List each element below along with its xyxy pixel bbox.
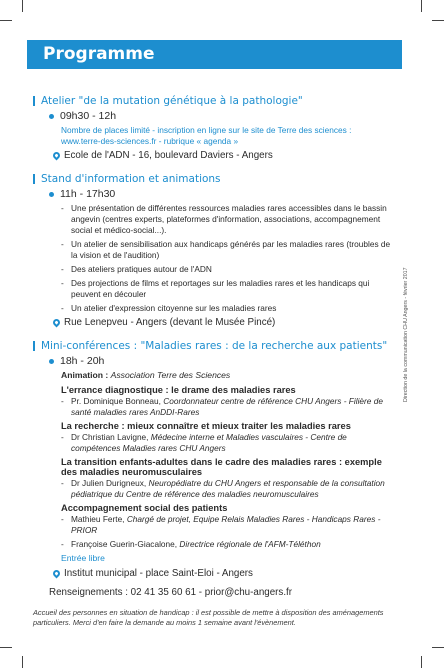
list-item: - Un atelier de sensibilisation aux handicaps générés par les maladies rares (troubles de la vision et de l'audition) (61, 239, 393, 261)
registration-note: Nombre de places limité - inscription en ligne sur le site de Terre des sciences : www.terre-des-sciences.fr - rubrique « agenda » (61, 125, 352, 146)
section-title: Mini-conférences : "Maladies rares : de la recherche aux patients" (41, 340, 388, 352)
talk-title: La recherche : mieux connaître et mieux traiter les maladies rares (61, 421, 351, 431)
time-label: 09h30 - 12h (60, 110, 117, 122)
animation-label: Animation : (61, 370, 109, 380)
crop-mark-br-v (421, 656, 422, 668)
place-label: Ecole de l'ADN - 16, boulevard Daviers - Angers (64, 150, 273, 161)
contact-info: Renseignements : 02 41 35 60 61 - prior@chu-angers.fr (49, 587, 293, 598)
section-bar-icon (33, 174, 35, 184)
time-label: 18h - 20h (60, 355, 105, 367)
list-item: - Des ateliers pratiques autour de l'ADN (61, 264, 393, 275)
speaker-role: Médecine interne et Maladies vasculaires - Centre de compétences Maladies rares CHU Angers (71, 432, 347, 453)
talk-title: L'errance diagnostique : le drame des maladies rares (61, 385, 296, 395)
free-entry-label: Entrée libre (61, 553, 105, 563)
crop-mark-tl-v (22, 0, 23, 12)
list-item: - Un atelier d'expression citoyenne sur les maladies rares (61, 303, 393, 314)
speaker-name: Dr Julien Durigneux, (71, 478, 147, 488)
animation-line (61, 370, 393, 380)
speaker-role: Coordonnateur centre de référence CHU Angers - Filière de santé maladies rares AnDDI-Rares (71, 396, 383, 417)
speaker-list (61, 514, 393, 550)
speaker-role: Directrice régionale de l'AFM-Téléthon (179, 539, 321, 549)
section-time (49, 355, 393, 367)
speaker (61, 396, 393, 418)
speaker (61, 478, 393, 500)
place-label: Institut municipal - place Saint-Eloi - Angers (64, 568, 253, 579)
list-item: - Des projections de films et reportages sur les maladies rares et les handicaps qui peuvent en découler (61, 278, 393, 300)
programme-banner (27, 40, 402, 69)
talk-title: La transition enfants-adultes dans le cadre des maladies rares : exemple des maladies neuromusculaires (61, 457, 382, 477)
section-time (49, 110, 393, 122)
crop-mark-bl-h (0, 647, 12, 648)
location-pin-icon (52, 151, 62, 161)
speaker (61, 432, 393, 454)
section-place (53, 317, 393, 328)
time-label: 11h - 17h30 (60, 188, 116, 200)
speaker-list (61, 396, 393, 418)
bullet-icon (49, 192, 54, 197)
crop-mark-tl-h (0, 20, 12, 21)
crop-mark-tr-h (432, 20, 444, 21)
speaker-list (61, 478, 393, 500)
bullet-icon (49, 359, 54, 364)
crop-mark-br-h (432, 647, 444, 648)
credit-vertical: Direction de la communication CHU Angers - février 2017 (403, 267, 409, 402)
location-pin-icon (52, 569, 62, 579)
speaker-list (61, 432, 393, 454)
page-title: Programme (43, 44, 155, 64)
section-stand (33, 173, 393, 328)
list-item: - Une présentation de différentes ressources maladies rares accessibles dans le bassin angevin (centres experts, plateformes d'information, associations, accompagnement social et médico-social...). (61, 203, 393, 236)
section-time (49, 188, 393, 200)
talk-title: Accompagnement social des patients (61, 503, 228, 513)
bullet-icon (49, 114, 54, 119)
section-heading (33, 95, 393, 107)
activity-list (61, 203, 393, 314)
program-content (33, 95, 393, 628)
accessibility-note: Accueil des personnes en situation de handicap : il est possible de mettre à disposition des aménagements particuliers. Merci d'en faire la demande au moins 1 semaine avant l'évènement. (33, 608, 384, 627)
section-heading (33, 173, 393, 185)
location-pin-icon (52, 318, 62, 328)
speaker-name: Dr Christian Lavigne, (71, 432, 149, 442)
speaker (61, 539, 393, 550)
animation-org: Association Terre des Sciences (110, 370, 231, 380)
speaker-role: Neuropédiatre du CHU Angers et responsable de la consultation pédiatrique du Centre de référence des maladies neuromusculaires (71, 478, 385, 499)
speaker (61, 514, 393, 536)
section-conferences (33, 340, 393, 579)
speaker-name: Françoise Guerin-Giacalone, (71, 539, 178, 549)
crop-mark-bl-v (22, 656, 23, 668)
crop-mark-tr-v (421, 0, 422, 12)
section-place (53, 150, 393, 161)
section-title: Stand d'information et animations (41, 173, 221, 185)
section-title: Atelier "de la mutation génétique à la pathologie" (41, 95, 303, 107)
section-heading (33, 340, 393, 352)
speaker-name: Mathieu Ferte, (71, 514, 125, 524)
place-label: Rue Lenepveu - Angers (devant le Musée Pincé) (64, 317, 276, 328)
speaker-name: Pr. Dominique Bonneau, (71, 396, 161, 406)
speaker-role: Chargé de projet, Equipe Relais Maladies Rares - Handicaps Rares - PRIOR (71, 514, 381, 535)
section-place (53, 568, 393, 579)
section-bar-icon (33, 96, 35, 106)
section-bar-icon (33, 341, 35, 351)
section-atelier (33, 95, 393, 161)
